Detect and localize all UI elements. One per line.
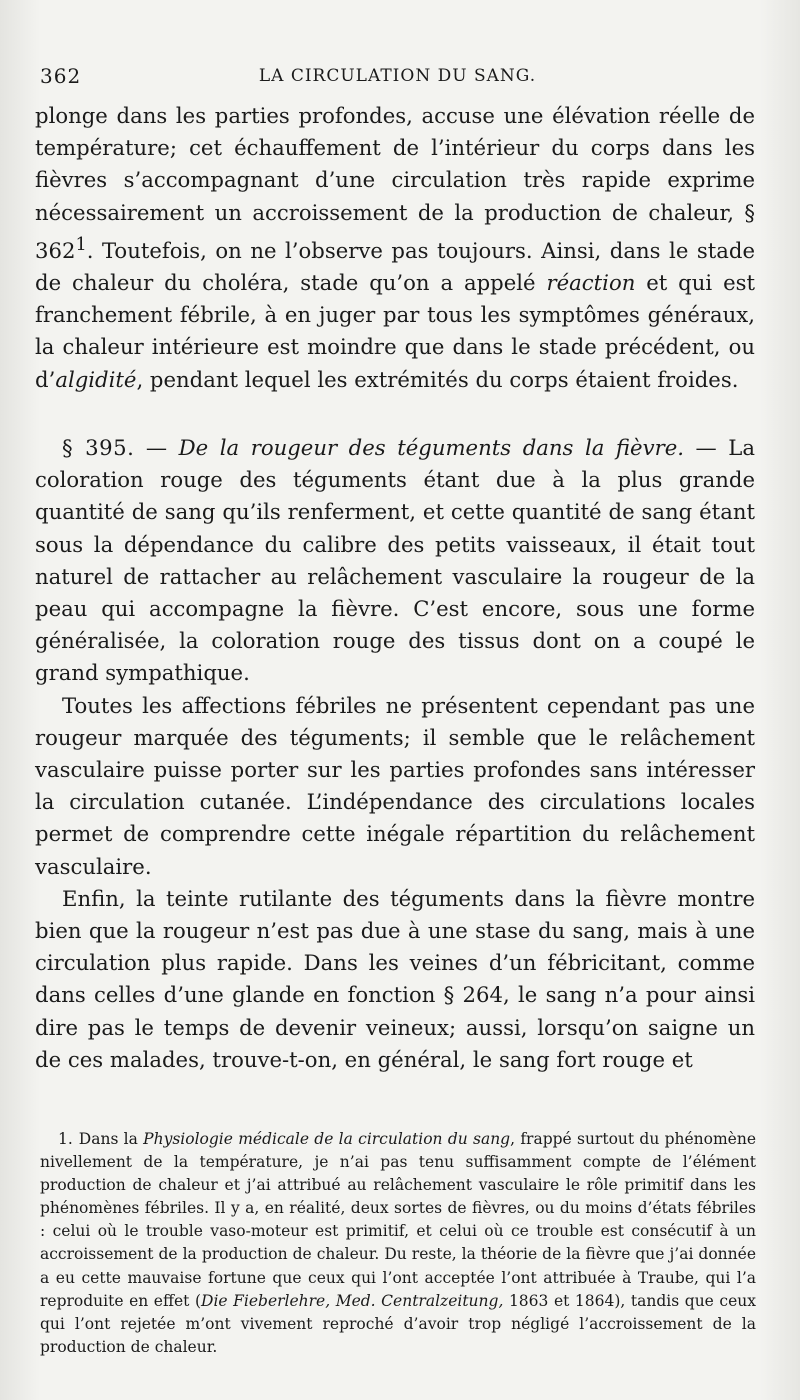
- paragraph-text: plonge dans les parties profondes, accuse une élévation réelle de température; cet échauffement de l’intérieur du corps dans les fièvres s’accompagnant d’une circulation très rapide exprime nécessairement un accroissement de la production de chaleur, § 362: [35, 103, 755, 263]
- paragraph-text: Toutes les affections fébriles ne présentent cependant pas une rougeur marquée des téguments; il semble que le relâchement vasculaire puisse porter sur les parties profondes sans intéresser la circulation cutanée. L’indépendance des circulations locales permet de comprendre cette inégale répartition du relâchement vasculaire.: [35, 692, 755, 879]
- section-dash: —: [134, 434, 179, 460]
- running-title: LA CIRCULATION DU SANG.: [258, 66, 537, 86]
- italic-term: algidité: [55, 366, 137, 392]
- paragraph-text: . Toutefois, on ne l’observe pas toujours. Ainsi, dans le stade de chaleur du choléra, stade qu’on a appelé: [35, 237, 755, 296]
- italic-term: réaction: [546, 270, 636, 296]
- section-text: La coloration rouge des téguments étant due à la plus grande quantité de sang qu’ils renferment, et cette quantité de sang étant sous la dépendance du calibre des petits vaisseaux, il était tout naturel de rattacher au relâchement vasculaire la rougeur de la peau qui accompagne la fièvre. C’est encore, sous une forme généralisée, la coloration rouge des tissus dont on a coupé le grand sympathique.: [35, 434, 755, 686]
- paragraph: [35, 883, 755, 1076]
- footnote-work-title: Die Fieberlehre, Med. Centralzeitung,: [201, 1291, 504, 1310]
- section-number: § 395.: [62, 434, 135, 460]
- footnote-reference: 1: [75, 234, 87, 255]
- paragraph-text: , pendant lequel les extrémités du corps étaient froides.: [136, 366, 739, 392]
- page-number: 362: [40, 64, 82, 88]
- paragraph-continuation: [35, 100, 755, 396]
- footnote-text: , frappé surtout du phénomène nivellement de la température, je n’ai pas tenu suffisamment compte de l’élément production de chaleur et j’ai attribué au relâchement vasculaire le rôle primitif dans les phénomènes fébriles. Il y a, en réalité, deux sortes de fièvres, ou du moins d’états fébriles : celui où le trouble vaso-moteur est primitif, et celui où ce trouble est consécutif à un accroissement de la production de chaleur. Du reste, la théorie de la fièvre que j’ai donnée a eu cette mauvaise fortune que ceux qui l’ont acceptée l’ont attribuée à Traube, qui l’a reproduite en effet (: [40, 1130, 756, 1310]
- footnote-mark: 1.: [58, 1130, 73, 1148]
- section-dash: —: [683, 434, 729, 460]
- section-paragraph: [35, 432, 755, 690]
- footnote-paragraph: [40, 1128, 756, 1359]
- paragraph-text: et qui est franchement fébrile, à en juger par tous les symptômes généraux, la chaleur intérieure est moindre que dans le stade précédent, ou d’: [35, 270, 755, 392]
- footnote: [40, 1128, 756, 1359]
- footnote-text: 1863 et 1864), tandis que ceux qui l’ont rejetée m’ont vivement reproché d’avoir trop négligé l’accroissement de la production de chaleur.: [40, 1291, 756, 1356]
- paragraph: [35, 690, 755, 883]
- section-title: De la rougeur des téguments dans la fièvre.: [178, 434, 684, 460]
- footnote-text: Dans la: [78, 1130, 144, 1148]
- footnote-book-title: Physiologie médicale de la circulation du sang: [143, 1130, 511, 1148]
- body-text: [35, 100, 755, 1076]
- running-head: [40, 64, 755, 94]
- paragraph-text: Enfin, la teinte rutilante des téguments dans la fièvre montre bien que la rougeur n’est pas due à une stase du sang, mais à une circulation plus rapide. Dans les veines d’un fébricitant, comme dans celles d’une glande en fonction § 264, le sang n’a pour ainsi dire pas le temps de devenir veineux; aussi, lorsqu’on saigne un de ces malades, trouve-t-on, en général, le sang fort rouge et: [35, 885, 755, 1072]
